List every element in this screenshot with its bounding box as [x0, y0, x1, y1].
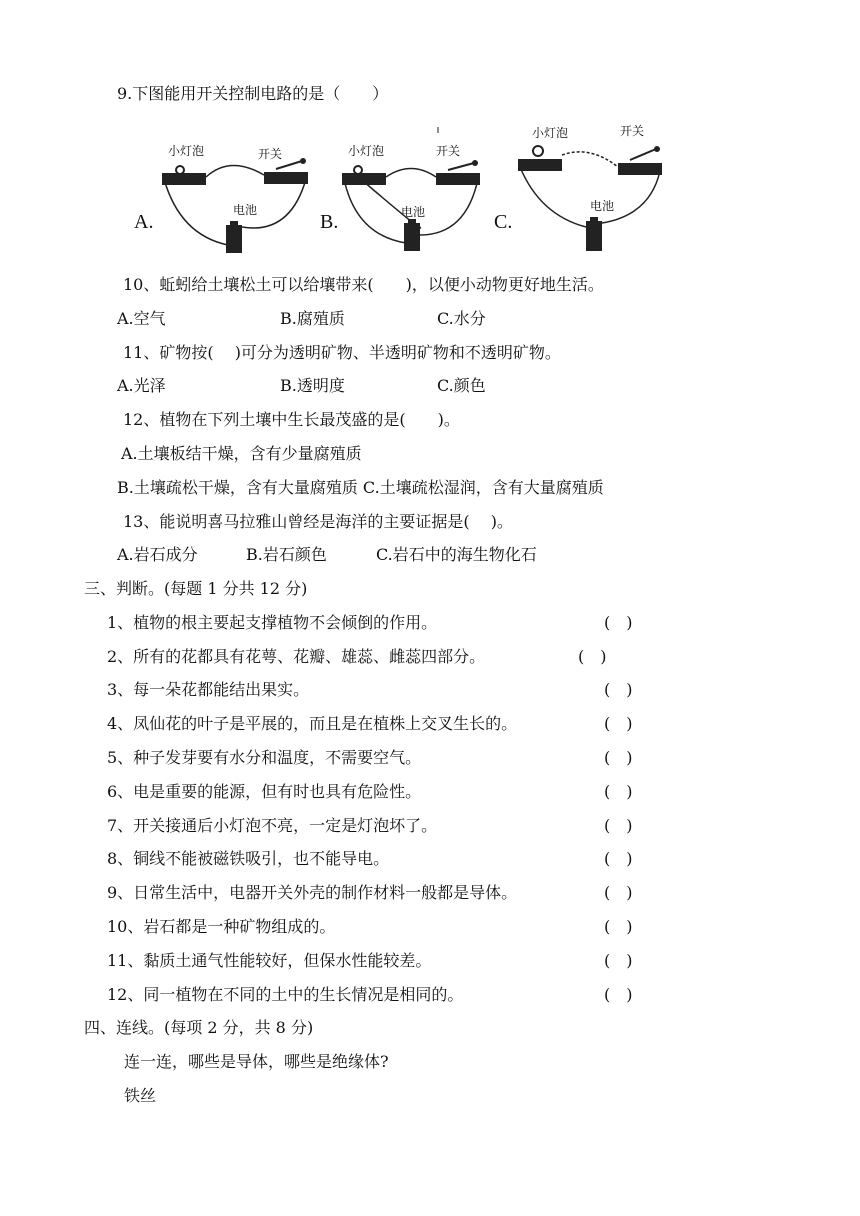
answer-blank[interactable]: ( )	[604, 680, 633, 699]
figure-letter: B.	[320, 211, 339, 233]
answer-blank[interactable]: ( )	[604, 816, 633, 835]
battery-label: 电池	[401, 205, 426, 219]
question-13: 13、能说明喜马拉雅山曾经是海洋的主要证据是( )。	[123, 512, 513, 531]
circuit-figure-a	[130, 115, 310, 264]
judgment-item-12: 12、同一植物在不同的土中的生长情况是相同的。	[107, 985, 464, 1004]
judgment-item-8: 8、铜线不能被磁铁吸引，也不能导电。	[107, 849, 390, 868]
bulb-base-icon	[518, 159, 562, 171]
answer-blank[interactable]: ( )	[604, 917, 633, 936]
switch-icon	[436, 173, 480, 185]
answer-blank[interactable]: ( )	[604, 849, 633, 868]
bulb-label: 小灯泡	[168, 144, 205, 158]
answer-blank[interactable]: ( )	[604, 714, 633, 733]
circuit-figure-b	[316, 115, 496, 264]
battery-icon	[586, 221, 602, 251]
judgment-item-1: 1、植物的根主要起支撑植物不会倾倒的作用。	[107, 613, 438, 632]
option-c: C.颜色	[437, 376, 486, 395]
option-b-c: B.土壤疏松干燥，含有大量腐殖质 C.土壤疏松湿润，含有大量腐殖质	[117, 478, 604, 497]
matching-item: 铁丝	[124, 1086, 157, 1105]
switch-label: 开关	[436, 144, 461, 158]
bulb-base-icon	[162, 173, 206, 185]
answer-blank[interactable]: ( )	[578, 647, 607, 666]
battery-label: 电池	[233, 203, 258, 217]
judgment-item-9: 9、日常生活中，电器开关外壳的制作材料一般都是导体。	[107, 883, 518, 902]
switch-icon	[618, 163, 662, 175]
question-9: 9.下图能用开关控制电路的是（ ）	[117, 84, 389, 103]
battery-label: 电池	[590, 199, 615, 213]
answer-blank[interactable]: ( )	[604, 883, 633, 902]
option-a: A.空气	[117, 309, 166, 328]
question-12: 12、植物在下列土壤中生长最茂盛的是( )。	[123, 410, 460, 429]
judgment-item-7: 7、开关接通后小灯泡不亮，一定是灯泡坏了。	[107, 816, 438, 835]
option-c: C.水分	[437, 309, 486, 328]
option-a: A.光泽	[117, 376, 166, 395]
switch-label: 开关	[620, 124, 645, 138]
judgment-item-6: 6、电是重要的能源，但有时也具有危险性。	[107, 782, 422, 801]
question-10: 10、蚯蚓给土壤松土可以给壤带来( )，以便小动物更好地生活。	[123, 275, 604, 294]
option-c: C.岩石中的海生物化石	[376, 545, 537, 564]
option-a: A.岩石成分	[117, 545, 198, 564]
answer-blank[interactable]: ( )	[604, 613, 633, 632]
bulb-label: 小灯泡	[348, 144, 385, 158]
answer-blank[interactable]: ( )	[604, 748, 633, 767]
bulb-base-icon	[342, 173, 386, 185]
figure-letter: C.	[494, 211, 513, 233]
figure-letter: A.	[134, 211, 154, 233]
section-3-title: 三、判断。(每题 1 分共 12 分)	[84, 579, 308, 598]
answer-blank[interactable]: ( )	[604, 782, 633, 801]
option-b: B.岩石颜色	[246, 545, 327, 564]
battery-icon	[226, 225, 242, 253]
switch-icon	[264, 172, 308, 184]
option-a: A.土壤板结干燥，含有少量腐殖质	[121, 444, 362, 463]
question-11: 11、矿物按( )可分为透明矿物、半透明矿物和不透明矿物。	[123, 343, 561, 362]
judgment-item-11: 11、黏质土通气性能较好，但保水性能较差。	[107, 951, 432, 970]
option-b: B.透明度	[280, 376, 345, 395]
answer-blank[interactable]: ( )	[604, 951, 633, 970]
judgment-item-5: 5、种子发芽要有水分和温度，不需要空气。	[107, 748, 422, 767]
matching-instruction: 连一连，哪些是导体，哪些是绝缘体?	[124, 1052, 389, 1071]
bulb-label: 小灯泡	[532, 126, 569, 140]
circuit-figure-c	[490, 115, 680, 264]
judgment-item-4: 4、凤仙花的叶子是平展的，而且是在植株上交叉生长的。	[107, 714, 518, 733]
switch-label: 开关	[258, 147, 283, 161]
judgment-item-3: 3、每一朵花都能结出果实。	[107, 680, 310, 699]
judgment-item-10: 10、岩石都是一种矿物组成的。	[107, 917, 336, 936]
answer-blank[interactable]: ( )	[604, 985, 633, 1004]
judgment-item-2: 2、所有的花都具有花萼、花瓣、雄蕊、雌蕊四部分。	[107, 647, 486, 666]
option-b: B.腐殖质	[280, 309, 345, 328]
section-4-title: 四、连线。(每项 2 分，共 8 分)	[84, 1018, 314, 1037]
